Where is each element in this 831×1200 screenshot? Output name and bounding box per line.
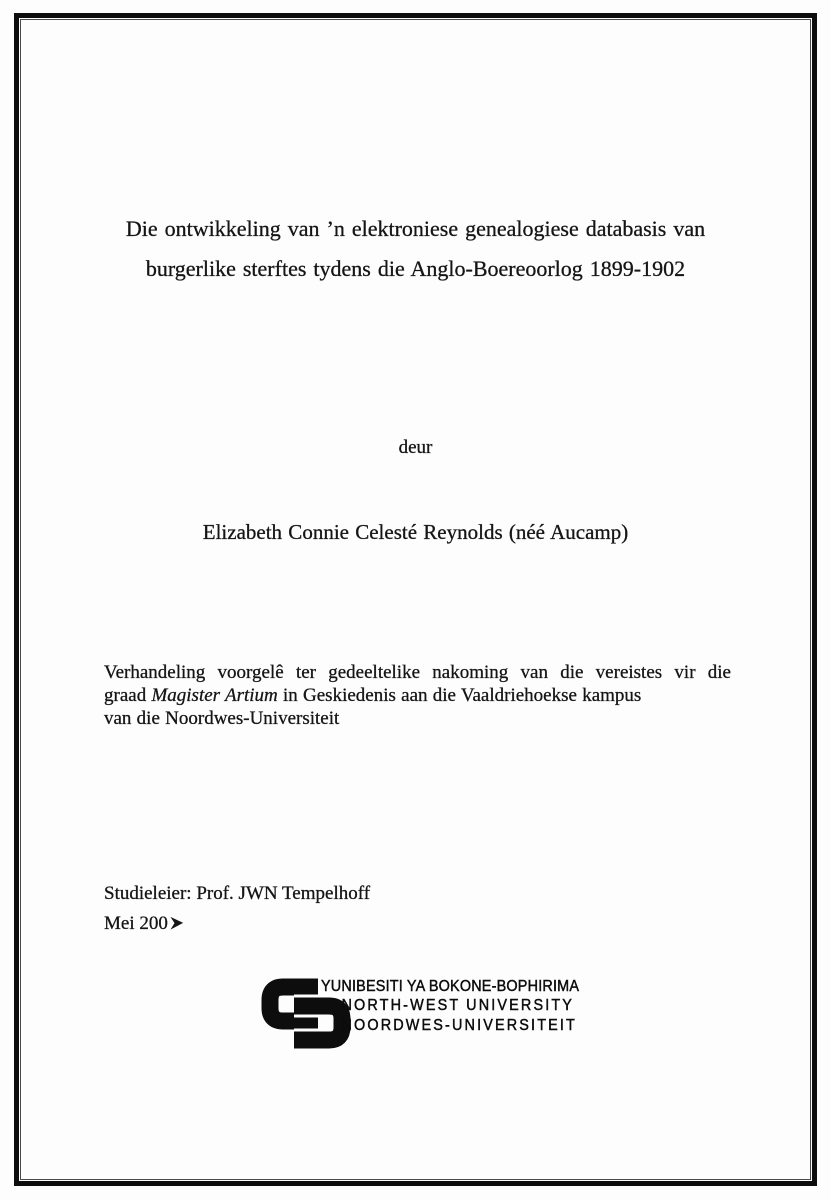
- author-name: Elizabeth Connie Celesté Reynolds (néé Aucamp): [202, 520, 629, 544]
- degree-statement-line2-prefix: graad: [104, 685, 152, 707]
- byline-deur: deur: [398, 437, 433, 458]
- degree-statement-line1: Verhandeling voorgelê ter gedeeltelike nakoming van die vereistes vir die: [104, 662, 731, 683]
- university-name-setswana: YUNIBESITI YA BOKONE-BOPHIRIMA: [321, 978, 580, 995]
- degree-statement-line2: [104, 684, 731, 707]
- supervisor-line: Studieleier: Prof. JWN Tempelhoff: [104, 883, 371, 904]
- degree-name-italic: Magister Artium: [151, 685, 278, 707]
- university-name-english: NORTH-WEST UNIVERSITY: [341, 997, 575, 1015]
- university-logo: [258, 971, 598, 1057]
- degree-statement: [104, 661, 731, 731]
- degree-statement-line2-suffix: in Geskiedenis aan die Vaaldriehoekse kampus: [277, 685, 642, 707]
- thesis-title-line1: Die ontwikkeling van ’n elektroniese genealogiese databasis van: [125, 216, 706, 241]
- thesis-title-line2: burgerlike sterftes tydens die Anglo-Boereoorlog 1899-1902: [145, 256, 686, 281]
- thesis-title: [60, 209, 771, 289]
- numeral-7-glyph: [170, 915, 185, 931]
- university-name-afrikaans: NOORDWES-UNIVERSITEIT: [341, 1016, 577, 1034]
- date-text: Mei 200: [104, 913, 168, 934]
- date-line: [104, 913, 185, 935]
- degree-statement-line3: van die Noordwes-Universiteit: [104, 708, 340, 730]
- university-logo-text: [321, 977, 579, 1035]
